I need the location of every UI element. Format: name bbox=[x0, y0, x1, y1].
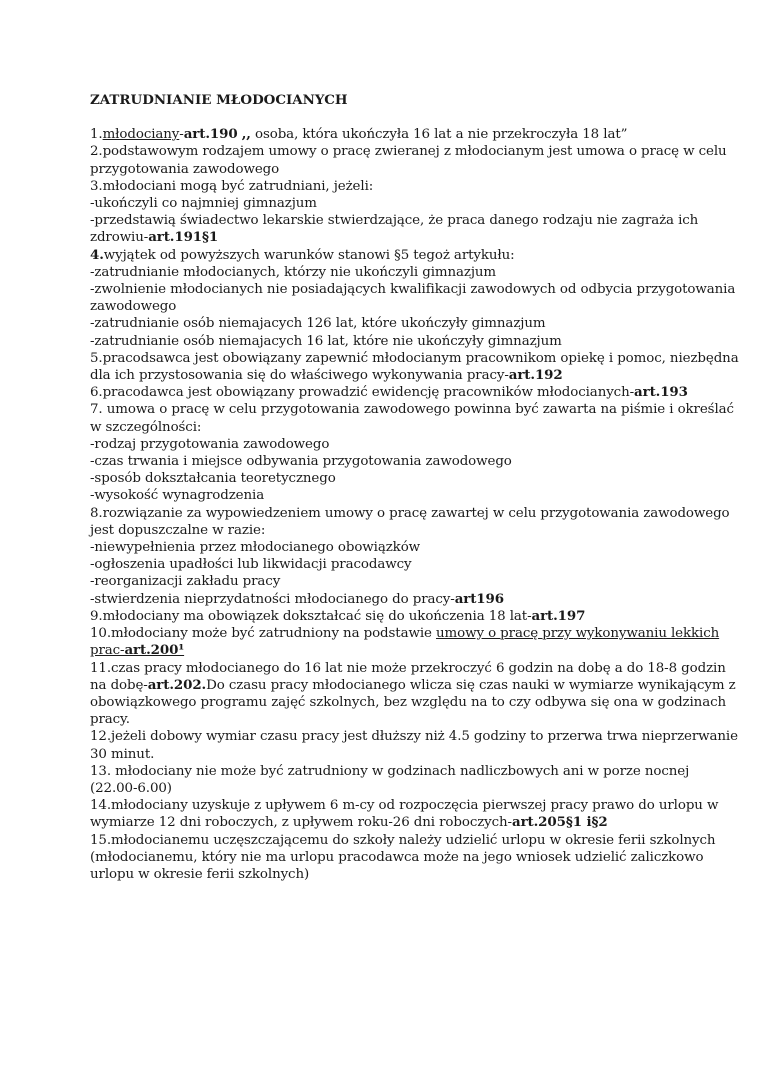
text-segment: 14.młodociany uzyskuje z upływem 6 m-cy od rozpoczęcia pierwszej pracy prawo do urlopu w bbox=[90, 798, 719, 814]
text-line bbox=[90, 367, 680, 384]
text-line bbox=[90, 298, 680, 315]
text-segment: -ukończyli co najmniej gimnazjum bbox=[90, 196, 317, 212]
text-line bbox=[90, 143, 727, 160]
text-segment: 6.pracodawca jest obowiązany prowadzić ewidencję pracowników młodocianych- bbox=[90, 385, 635, 401]
text-segment: -przedstawią świadectwo lekarskie stwierdzające, że praca danego rodzaju nie zagraża ich bbox=[90, 213, 699, 229]
text-segment: - bbox=[179, 127, 184, 143]
text-segment: osoba, która ukończyła 16 lat a nie przekroczyła 18 lat” bbox=[250, 127, 628, 143]
text-line bbox=[90, 642, 680, 659]
text-segment: -czas trwania i miejsce odbywania przygotowania zawodowego bbox=[90, 454, 512, 470]
text-line bbox=[90, 694, 727, 711]
text-line bbox=[90, 178, 680, 195]
text-segment: Do czasu pracy młodocianego wlicza się czas nauki w wymiarze wynikającym z bbox=[206, 677, 736, 693]
text-segment: jest dopuszczalne w razie: bbox=[90, 522, 266, 538]
text-segment: 3.młodociani mogą być zatrudniani, jeżeli: bbox=[90, 178, 374, 194]
text-line bbox=[90, 401, 734, 418]
bold-text: art.205§1 i§2 bbox=[512, 814, 608, 831]
text-segment: -ogłoszenia upadłości lub likwidacji pracodawcy bbox=[90, 557, 412, 573]
text-segment: przygotowania zawodowego bbox=[90, 161, 280, 177]
text-line bbox=[90, 539, 680, 556]
text-line bbox=[90, 212, 699, 229]
text-line bbox=[90, 660, 726, 677]
text-segment: 2.podstawowym rodzajem umowy o pracę zwieranej z młodocianym jest umowa o pracę w celu bbox=[90, 144, 727, 160]
text-segment: na dobę- bbox=[90, 677, 148, 693]
text-line bbox=[90, 470, 680, 487]
text-segment: -stwierdzenia nieprzydatności młodocianego do pracy- bbox=[90, 591, 455, 607]
text-line bbox=[90, 281, 736, 298]
bold-text: ,, bbox=[241, 126, 251, 143]
text-segment: obowiązkowego programu zajęć szkolnych, bez względu na to czy odbywa się ona w godzinach bbox=[90, 694, 727, 710]
text-segment: w szczególności: bbox=[90, 419, 202, 435]
text-line bbox=[90, 264, 680, 281]
bold-text: art.191§1 bbox=[148, 229, 219, 246]
text-line bbox=[90, 866, 680, 883]
text-line bbox=[90, 333, 680, 350]
text-segment: 11.czas pracy młodocianego do 16 lat nie może przekroczyć 6 godzin na dobę a do 18-8 godzin bbox=[90, 660, 726, 676]
text-line bbox=[90, 436, 680, 453]
text-line bbox=[90, 832, 716, 849]
text-line bbox=[90, 195, 680, 212]
text-line bbox=[90, 556, 680, 573]
text-segment: 12.jeżeli dobowy wymiar czasu pracy jest dłuższy niż 4.5 godziny to przerwa trwa nieprzerwanie bbox=[90, 729, 738, 745]
document-page bbox=[90, 92, 739, 883]
text-segment: -zatrudnianie osób niemajacych 126 lat, które ukończyły gimnazjum bbox=[90, 316, 546, 332]
text-line bbox=[90, 763, 690, 780]
underlined-text: młodociany bbox=[102, 127, 180, 143]
text-segment: -wysokość wynagrodzenia bbox=[90, 488, 265, 504]
underlined-text: umowy o pracę przy wykonywaniu lekkich bbox=[436, 626, 720, 642]
text-line bbox=[90, 728, 738, 745]
text-segment: 5.pracodsawca jest obowiązany zapewnić młodocianym pracownikom opiekę i pomoc, niezbędna bbox=[90, 350, 739, 366]
text-segment: 1. bbox=[90, 127, 103, 143]
text-line bbox=[90, 419, 680, 436]
text-line bbox=[90, 161, 680, 178]
text-segment: urlopu w okresie ferii szkolnych) bbox=[90, 866, 310, 882]
text-line bbox=[90, 350, 739, 367]
text-segment: 8.rozwiązanie za wypowiedzeniem umowy o pracę zawartej w celu przygotowania zawodowego bbox=[90, 505, 730, 521]
text-segment: dla ich przystosowania się do właściwego wykonywania pracy- bbox=[90, 368, 509, 384]
bold-text: art.200¹ bbox=[124, 642, 185, 659]
text-segment: -sposób dokształcania teoretycznego bbox=[90, 471, 336, 487]
text-segment: (22.00-6.00) bbox=[90, 780, 172, 796]
bold-text: art.193 bbox=[634, 384, 688, 401]
underlined-text: prac- bbox=[90, 643, 125, 659]
document-body bbox=[90, 126, 739, 883]
text-segment: 7. umowa o pracę w celu przygotowania zawodowego powinna być zawarta na piśmie i określać bbox=[90, 402, 734, 418]
document-title: ZATRUDNIANIE MŁODOCIANYCH bbox=[90, 92, 348, 108]
text-line bbox=[90, 315, 680, 332]
text-line bbox=[90, 522, 680, 539]
text-line bbox=[90, 711, 680, 728]
text-line bbox=[90, 625, 720, 642]
text-line bbox=[90, 797, 719, 814]
text-segment: -zwolnienie młodocianych nie posiadających kwalifikacji zawodowych od odbycia przygotowania bbox=[90, 282, 736, 298]
text-segment: -zatrudnianie osób niemajacych 16 lat, które nie ukończyły gimnazjum bbox=[90, 333, 562, 349]
text-segment: -rodzaj przygotowania zawodowego bbox=[90, 436, 330, 452]
text-line bbox=[90, 126, 680, 143]
text-line bbox=[90, 505, 730, 522]
text-line bbox=[90, 453, 680, 470]
text-segment: zawodowego bbox=[90, 299, 177, 315]
text-segment: -reorganizacji zakładu pracy bbox=[90, 574, 281, 590]
bold-text: art.197 bbox=[531, 607, 586, 624]
text-segment: wymiarze 12 dni roboczych, z upływem roku-26 dni roboczych- bbox=[90, 815, 512, 831]
text-line bbox=[90, 229, 680, 246]
text-segment: 9.młodociany ma obowiązek dokształcać się do ukończenia 18 lat- bbox=[90, 608, 532, 624]
text-segment: zdrowiu- bbox=[90, 230, 149, 246]
text-line bbox=[90, 814, 680, 831]
text-line bbox=[90, 676, 736, 694]
bold-text: 4. bbox=[90, 246, 104, 263]
text-line bbox=[90, 384, 688, 401]
text-segment: 13. młodociany nie może być zatrudniony w godzinach nadliczbowych ani w porze nocnej bbox=[90, 763, 690, 779]
bold-text: art.202. bbox=[147, 676, 207, 693]
text-line bbox=[90, 247, 680, 264]
text-line bbox=[90, 849, 704, 866]
text-line bbox=[90, 573, 680, 590]
text-line bbox=[90, 608, 680, 625]
text-line bbox=[90, 487, 680, 504]
text-segment: wyjątek od powyższych warunków stanowi §5 tegoż artykułu: bbox=[103, 247, 515, 263]
text-segment: -zatrudnianie młodocianych, którzy nie ukończyli gimnazjum bbox=[90, 264, 497, 280]
text-segment: (młodocianemu, który nie ma urlopu pracodawca może na jego wniosek udzielić zaliczkowo bbox=[90, 849, 704, 865]
bold-text: art.192 bbox=[508, 367, 563, 384]
text-line bbox=[90, 780, 680, 797]
text-segment: pracy. bbox=[90, 712, 130, 728]
text-line bbox=[90, 746, 680, 763]
text-segment: -niewypełnienia przez młodocianego obowiązków bbox=[90, 540, 421, 556]
text-line bbox=[90, 591, 680, 608]
text-segment: 15.młodocianemu uczęszczającemu do szkoły należy udzielić urlopu w okresie ferii szkolnych bbox=[90, 832, 716, 848]
text-segment: 10.młodociany może być zatrudniony na podstawie bbox=[90, 626, 436, 642]
text-segment: 30 minut. bbox=[90, 746, 155, 762]
bold-text: art.190 bbox=[183, 126, 238, 143]
bold-text: art196 bbox=[454, 590, 504, 607]
